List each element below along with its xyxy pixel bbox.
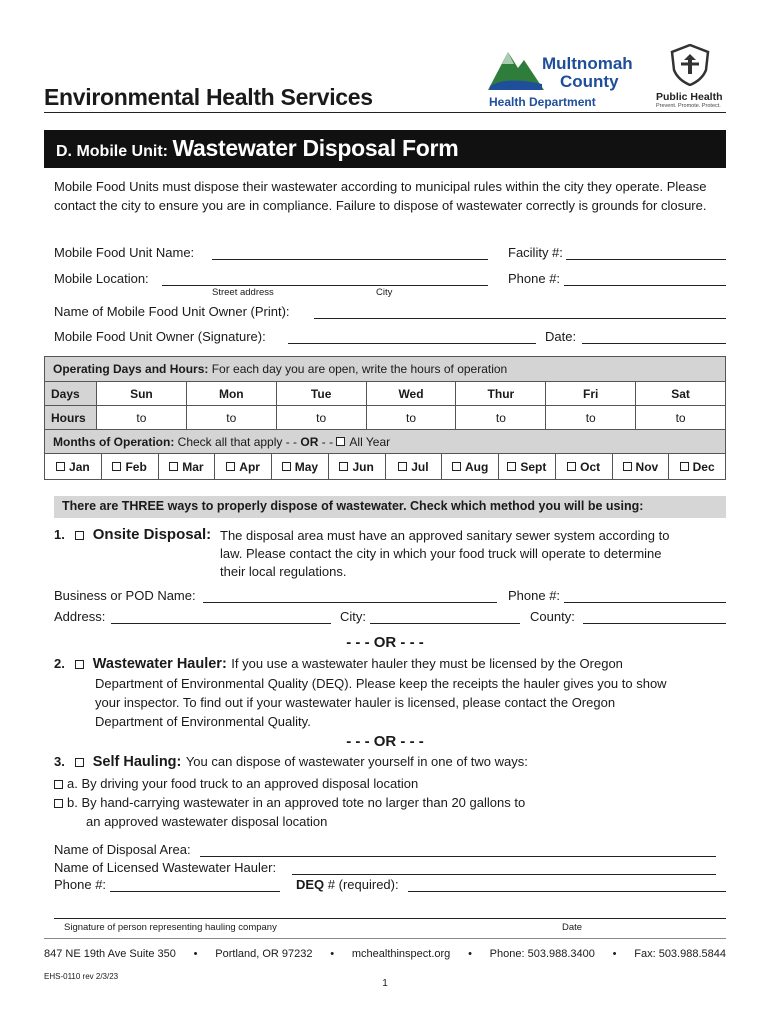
method-2-checkbox[interactable] [75, 660, 84, 669]
method-2-text-1: If you use a wastewater hauler they must be licensed by the Oregon [231, 656, 623, 671]
section-label: D. Mobile Unit: [56, 143, 168, 160]
month-checkbox[interactable] [452, 462, 461, 471]
month-checkbox[interactable] [567, 462, 576, 471]
month-label: Jun [352, 459, 374, 474]
month-jul[interactable] [386, 454, 443, 479]
city-caption: City [376, 287, 393, 298]
month-mar[interactable] [159, 454, 216, 479]
address-line[interactable] [111, 623, 331, 624]
unit-name-line[interactable] [212, 259, 488, 260]
month-may[interactable] [272, 454, 329, 479]
day-wed: Wed [367, 382, 457, 405]
form-title: Wastewater Disposal Form [172, 135, 459, 161]
method-3-num: 3. [54, 754, 65, 769]
signature-line[interactable] [54, 918, 726, 919]
hours-label: Hours [45, 406, 97, 429]
address-label: Address: [54, 609, 106, 624]
page-number: 1 [382, 978, 388, 989]
method-1-heading [54, 526, 211, 544]
all-year-checkbox[interactable] [336, 437, 345, 446]
footer-rule [44, 938, 726, 939]
business-line[interactable] [203, 602, 497, 603]
hours-mon[interactable]: to [187, 406, 277, 429]
method-3b-text-2: an approved wastewater disposal location [86, 814, 328, 829]
day-fri: Fri [546, 382, 636, 405]
all-year-label: All Year [349, 434, 391, 449]
method-2-text-3: your inspector. To find out if your wastewater hauler is licensed, please contact the Oregon [95, 695, 616, 710]
month-checkbox[interactable] [112, 462, 121, 471]
onsite-phone-label: Phone #: [508, 588, 561, 603]
method-3a [54, 776, 418, 792]
method-1-checkbox[interactable] [75, 531, 84, 540]
location-label: Mobile Location: [54, 271, 149, 286]
method-2-text-2: Department of Environmental Quality (DEQ). Please keep the receipts the hauler gives you to show [95, 676, 667, 691]
disposal-area-line[interactable] [200, 856, 716, 857]
hours-wed[interactable]: to [367, 406, 457, 429]
method-2-title: Wastewater Hauler: [92, 656, 227, 672]
date-line[interactable] [582, 343, 726, 344]
revision-label: EHS-0110 rev 2/3/23 [44, 972, 119, 981]
hours-thur[interactable]: to [456, 406, 546, 429]
month-dec[interactable] [669, 454, 725, 479]
deq-label [296, 877, 399, 893]
months-text-1: Check all that apply - - [177, 434, 298, 449]
day-thur: Thur [456, 382, 546, 405]
city-label: City: [340, 609, 366, 624]
month-checkbox[interactable] [339, 462, 348, 471]
months-or: OR [300, 434, 319, 449]
month-apr[interactable] [215, 454, 272, 479]
month-label: Nov [635, 459, 659, 474]
onsite-phone-line[interactable] [564, 602, 726, 603]
month-checkbox[interactable] [623, 462, 632, 471]
form-title-bar [44, 130, 726, 168]
method-3a-checkbox[interactable] [54, 780, 63, 789]
method-1-text-2: law. Please contact the city in which your food truck will operate to determine [220, 546, 662, 561]
month-checkbox[interactable] [398, 462, 407, 471]
schedule-table [44, 356, 726, 480]
ph-logo-tagline: Prevent. Promote. Protect. [656, 103, 721, 109]
unit-name-label: Mobile Food Unit Name: [54, 245, 195, 260]
method-1-text-3: their local regulations. [220, 564, 347, 579]
day-sat: Sat [671, 386, 690, 401]
owner-sig-line[interactable] [288, 343, 536, 344]
method-1-num: 1. [54, 527, 65, 542]
month-nov[interactable] [613, 454, 670, 479]
method-3-checkbox[interactable] [75, 758, 84, 767]
owner-print-line[interactable] [314, 318, 726, 319]
deq-bold: DEQ [296, 877, 325, 892]
month-oct[interactable] [556, 454, 613, 479]
month-checkbox[interactable] [56, 462, 65, 471]
city-line[interactable] [370, 623, 520, 624]
month-label: Mar [182, 459, 204, 474]
month-label: May [294, 459, 319, 474]
month-sept[interactable] [499, 454, 556, 479]
operating-label: Operating Days and Hours: [53, 362, 209, 376]
header-rule [44, 112, 726, 113]
hauler-name-line[interactable] [292, 874, 716, 875]
owner-print-label: Name of Mobile Food Unit Owner (Print): [54, 304, 290, 319]
footer-phone: Phone: 503.988.3400 [489, 948, 595, 960]
months-header-row [44, 430, 726, 454]
deq-rest: # (required): [327, 877, 399, 892]
footer-bullet: • [468, 948, 472, 960]
method-1-text-1: The disposal area must have an approved sanitary sewer system according to [220, 528, 670, 543]
location-line[interactable] [162, 285, 488, 286]
month-label: Apr [239, 459, 260, 474]
method-2-text-4: Department of Environmental Quality. [95, 714, 311, 729]
method-3a-text: a. By driving your food truck to an approved disposal location [67, 776, 419, 791]
method-3b [54, 795, 525, 811]
month-jun[interactable] [329, 454, 386, 479]
logo-name-1: Multnomah [542, 54, 633, 73]
month-label: Feb [125, 459, 147, 474]
county-line[interactable] [583, 623, 726, 624]
months-label: Months of Operation: [53, 434, 175, 449]
day-mon: Mon [187, 382, 277, 405]
month-jan[interactable] [45, 454, 102, 479]
month-checkbox[interactable] [680, 462, 689, 471]
month-feb[interactable] [102, 454, 159, 479]
hours-sun[interactable]: to [97, 406, 187, 429]
method-1-title: Onsite Disposal: [92, 526, 212, 543]
logo-dept: Health Department [489, 95, 596, 109]
months-row [44, 454, 726, 480]
methods-bar: There are THREE ways to properly dispose of wastewater. Check which method you will be using: [54, 496, 726, 518]
or-divider-1: - - - OR - - - [346, 634, 424, 651]
phone-line[interactable] [564, 285, 726, 286]
operating-text: For each day you are open, write the hours of operation [211, 362, 508, 376]
owner-sig-label: Mobile Food Unit Owner (Signature): [54, 329, 266, 344]
multnomah-county-logo [488, 44, 644, 110]
month-label: Dec [692, 459, 715, 474]
disposal-area-label: Name of Disposal Area: [54, 842, 191, 857]
days-row [44, 382, 726, 406]
phone-label: Phone #: [508, 271, 561, 286]
or-divider-2: - - - OR - - - [346, 733, 424, 750]
hours-tue[interactable]: to [277, 406, 367, 429]
signature-caption: Signature of person representing hauling company [64, 922, 277, 933]
logo-name-2: County [560, 72, 619, 91]
month-checkbox[interactable] [282, 462, 291, 471]
months-text-2: - - [321, 434, 334, 449]
footer-bullet: • [193, 948, 198, 960]
month-checkbox[interactable] [226, 462, 235, 471]
month-label: Oct [580, 459, 601, 474]
hours-row [44, 406, 726, 430]
method-3-title: Self Hauling: [92, 754, 182, 770]
method-3b-checkbox[interactable] [54, 799, 63, 808]
method-3-heading [54, 753, 528, 771]
hauler-phone-label: Phone #: [54, 877, 107, 892]
footer-bullet: • [612, 948, 617, 960]
operating-header-row [44, 356, 726, 382]
business-label: Business or POD Name: [54, 588, 196, 603]
facility-line[interactable] [566, 259, 726, 260]
day-sun: Sun [97, 382, 187, 405]
footer-fax: Fax: 503.988.5844 [634, 948, 726, 960]
method-2-heading [54, 655, 623, 673]
public-health-logo [654, 44, 728, 110]
month-aug[interactable] [442, 454, 499, 479]
month-label: Jul [411, 459, 429, 474]
footer-city: Portland, OR 97232 [215, 948, 313, 960]
org-title: Environmental Health Services [44, 84, 373, 110]
method-2-num: 2. [54, 656, 65, 671]
date-label: Date: [545, 329, 577, 344]
days-label: Days [45, 382, 97, 405]
footer [44, 948, 726, 960]
hauler-phone-line[interactable] [110, 891, 280, 892]
day-tue: Tue [277, 382, 367, 405]
hours-sat[interactable]: to [675, 410, 686, 425]
street-caption: Street address [212, 287, 274, 298]
facility-label: Facility #: [508, 245, 563, 260]
mountain-logo-icon [488, 46, 544, 92]
footer-address: 847 NE 19th Ave Suite 350 [44, 948, 176, 960]
shield-icon [670, 44, 710, 86]
month-label: Aug [464, 459, 489, 474]
month-checkbox[interactable] [507, 462, 516, 471]
method-3-text: You can dispose of wastewater yourself in one of two ways: [185, 754, 528, 769]
ph-logo-name: Public Health [656, 91, 723, 103]
signature-date-caption: Date [562, 922, 583, 933]
footer-bullet: • [330, 948, 335, 960]
method-3b-text: b. By hand-carrying wastewater in an approved tote no larger than 20 gallons to [67, 795, 526, 810]
month-label: Jan [69, 459, 90, 474]
deq-line[interactable] [408, 891, 726, 892]
county-label: County: [530, 609, 575, 624]
intro-text: Mobile Food Units must dispose their wastewater according to municipal rules within the city they operate. Please contact the city to ensure you are in compliance. Failure to dispose of wastewater correctly is grounds for closure. [54, 179, 707, 213]
hauler-name-label: Name of Licensed Wastewater Hauler: [54, 860, 277, 875]
month-label: Sept [520, 459, 547, 474]
hours-fri[interactable]: to [546, 406, 636, 429]
month-checkbox[interactable] [169, 462, 178, 471]
footer-web[interactable]: mchealthinspect.org [351, 948, 451, 960]
